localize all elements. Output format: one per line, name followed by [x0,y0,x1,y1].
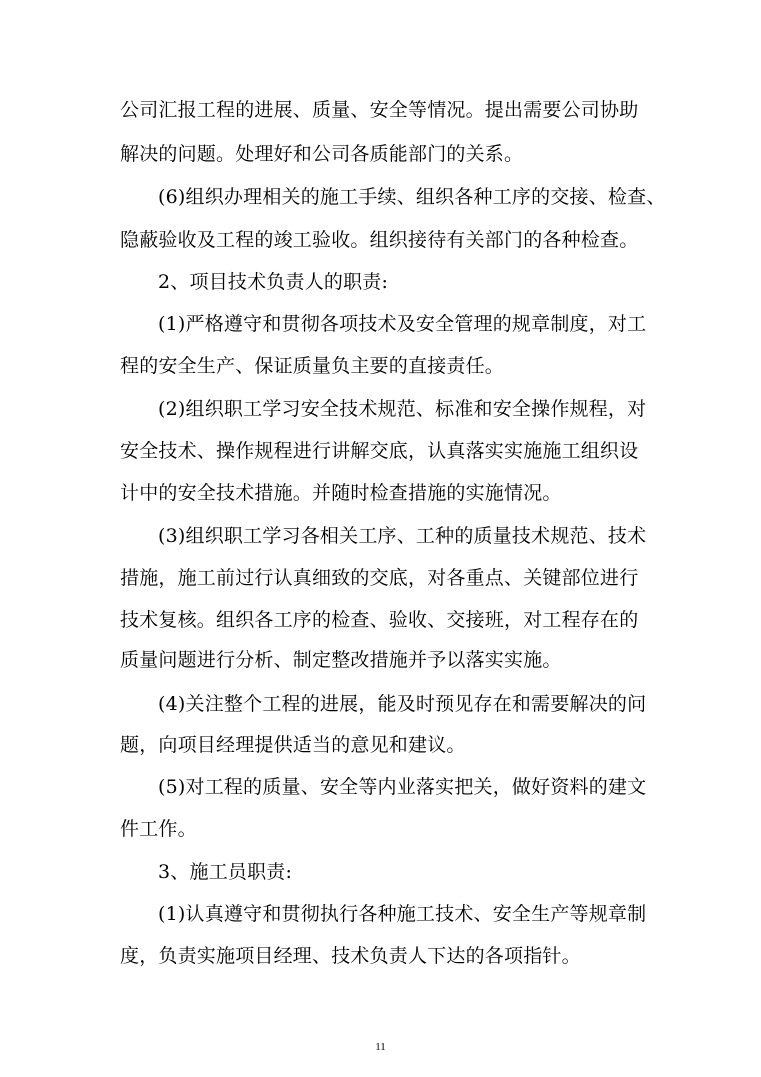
text-line: (3)组织职工学习各相关工序、工种的质量技术规范、技术 [158,525,647,547]
text-line: (2)组织职工学习安全技术规范、标准和安全操作规程，对 [158,398,647,420]
text-line: 解决的问题。处理好和公司各质能部门的关系。 [120,143,524,165]
text-line: 公司汇报工程的进展、质量、安全等情况。提出需要公司协助 [120,99,639,121]
page-number: 11 [375,1041,386,1053]
text-line: 度，负责实施项目经理、技术负责人下达的各项指针。 [120,945,581,967]
section-heading: 2、项目技术负责人的职责: [158,271,389,293]
text-line: 措施，施工前过行认真细致的交底，对各重点、关键部位进行 [120,567,639,589]
text-line: 质量问题进行分析、制定整改措施并予以落实实施。 [120,649,562,671]
text-line: 计中的安全技术措施。并随时检查措施的实施情况。 [120,482,562,504]
text-line: 安全技术、操作规程进行讲解交底，认真落实实施施工组织设 [120,440,639,462]
text-line: (6)组织办理相关的施工手续、组织各种工序的交接、检查、 [158,186,666,208]
text-line: 题，向项目经理提供适当的意见和建议。 [120,734,466,756]
text-line: (1)认真遵守和贯彻执行各种施工技术、安全生产等规章制 [158,903,647,925]
text-line: 技术复核。组织各工序的检查、验收、交接班，对工程存在的 [120,609,639,631]
text-line: (4)关注整个工程的进展，能及时预见存在和需要解决的问 [158,693,647,715]
text-line: (5)对工程的质量、安全等内业落实把关，做好资料的建文 [158,776,647,798]
section-heading: 3、施工员职责: [158,861,293,883]
text-line: 隐蔽验收及工程的竣工验收。组织接待有关部门的各种检查。 [120,229,639,251]
text-line: 件工作。 [120,818,197,840]
text-line: 程的安全生产、保证质量负主要的直接责任。 [120,355,505,377]
text-line: (1)严格遵守和贯彻各项技术及安全管理的规章制度，对工 [158,313,647,335]
